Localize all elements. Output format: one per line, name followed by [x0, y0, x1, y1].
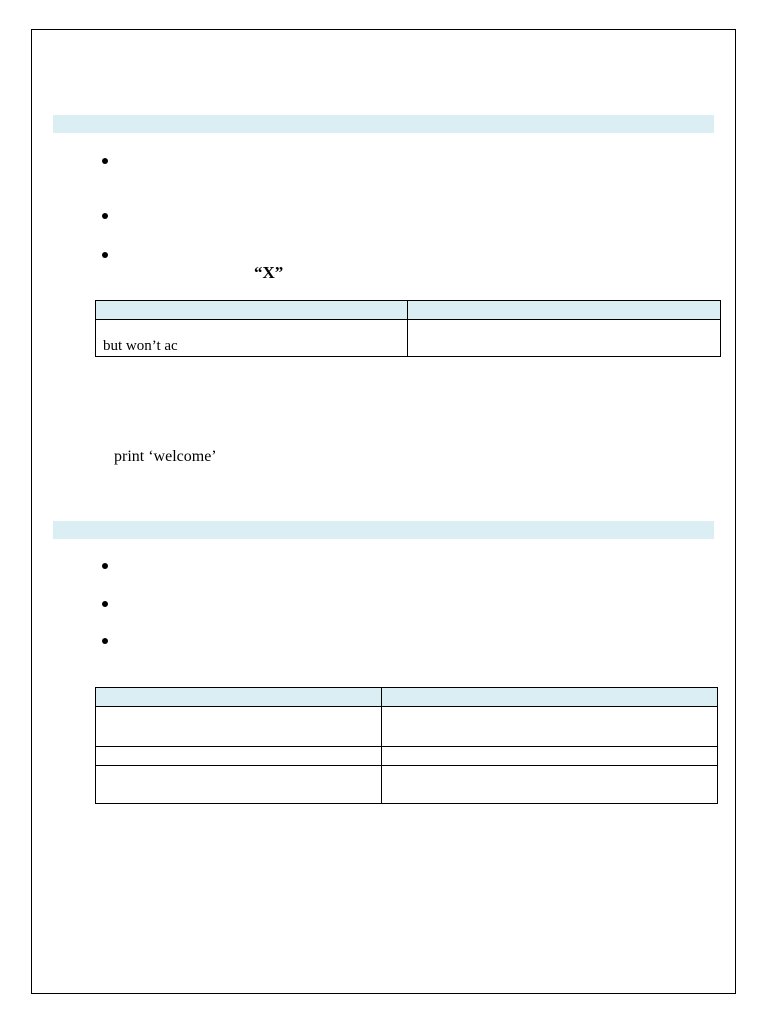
- code-example: print ‘welcome’: [114, 448, 217, 465]
- list-bullet: [102, 252, 108, 258]
- table-header-cell: [408, 301, 721, 320]
- list-bullet: [102, 601, 108, 607]
- table-row: [96, 766, 718, 804]
- table-row: [96, 320, 721, 357]
- table-cell: [382, 707, 718, 747]
- table-row: [96, 747, 718, 766]
- table-cell: [96, 707, 382, 747]
- list-bullet: [102, 213, 108, 219]
- section-heading-band: [53, 521, 714, 539]
- table-header-cell: [382, 688, 718, 707]
- table-cell: [408, 320, 721, 357]
- table-cell: [96, 766, 382, 804]
- list-bullet: [102, 638, 108, 644]
- table-cell-text: [408, 355, 720, 356]
- table-cell: [382, 766, 718, 804]
- table-cell-text: but won’t ac: [103, 338, 178, 354]
- comparison-table: [95, 300, 721, 357]
- table-header-cell: [96, 688, 382, 707]
- page-border: [31, 29, 736, 994]
- table-cell: [96, 320, 408, 357]
- list-bullet: [102, 158, 108, 164]
- summary-table: [95, 687, 718, 804]
- table-header-cell: [96, 301, 408, 320]
- section-heading-band: [53, 115, 714, 133]
- list-bullet: [102, 563, 108, 569]
- table-cell: [96, 747, 382, 766]
- inline-mark: “X”: [254, 263, 284, 282]
- table-header-row: [96, 688, 718, 707]
- table-cell: [382, 747, 718, 766]
- table-row: [96, 707, 718, 747]
- table-header-row: [96, 301, 721, 320]
